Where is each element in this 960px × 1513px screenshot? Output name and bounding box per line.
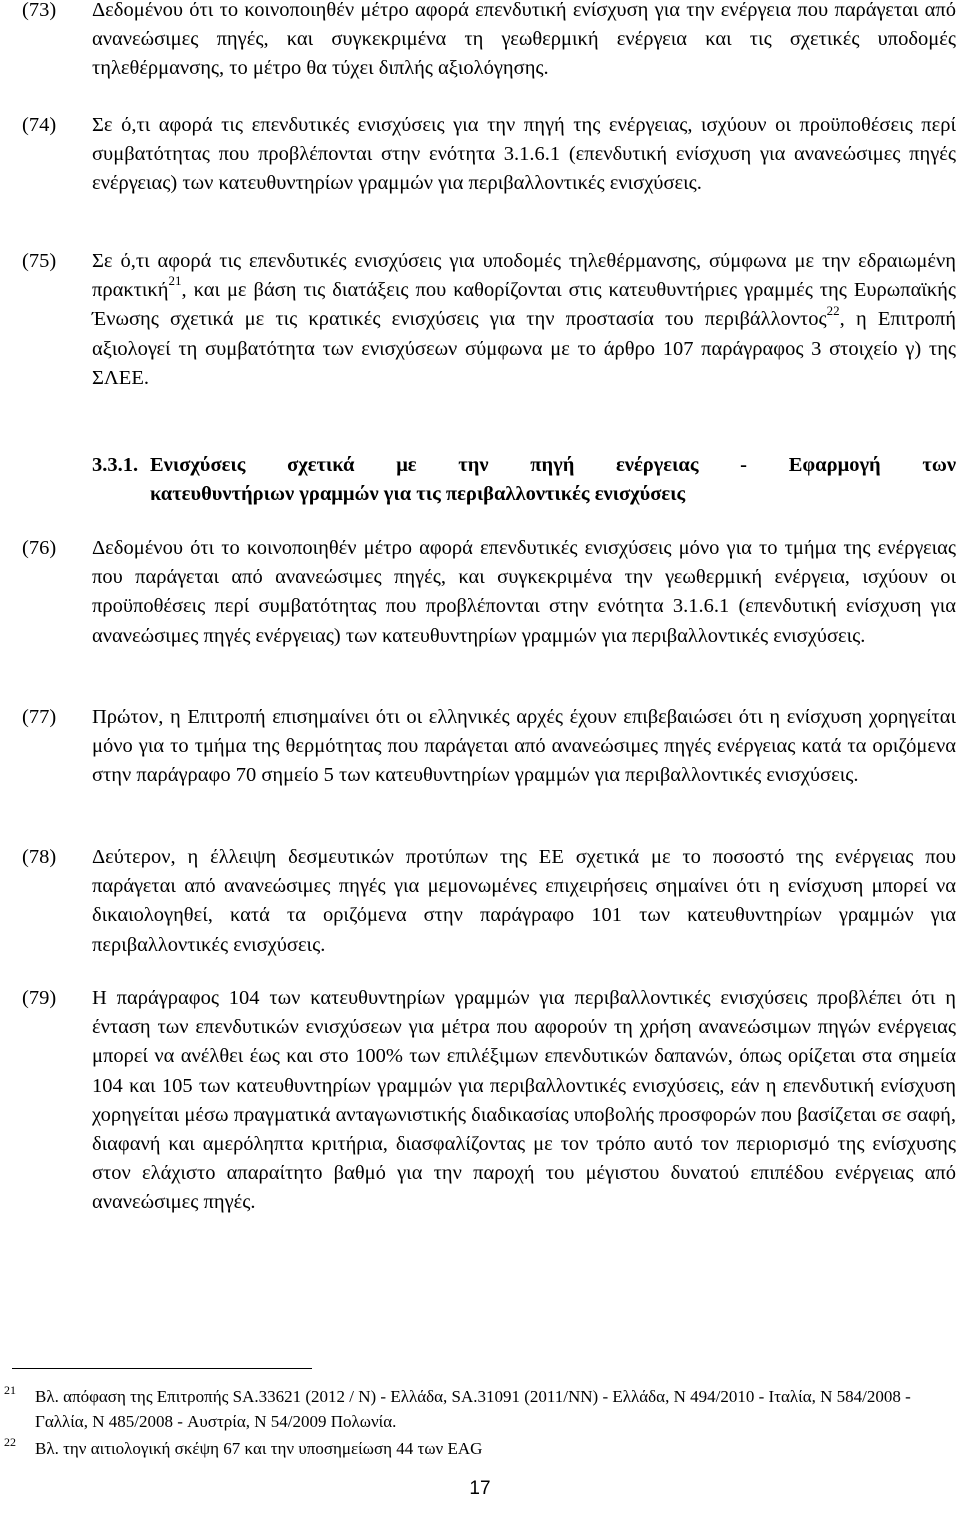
footnote-ref-21[interactable]: 21: [168, 273, 182, 289]
paragraph-74: [0, 111, 960, 199]
paragraph-number: (74): [22, 114, 57, 136]
paragraph-79: [0, 984, 960, 1218]
paragraph-text: [92, 247, 956, 393]
paragraph-number: (78): [22, 846, 57, 868]
footnote-21: [0, 1384, 960, 1434]
paragraph-number: (76): [22, 537, 57, 559]
paragraph-number: (79): [22, 987, 57, 1009]
section-title: [150, 451, 956, 509]
paragraph-number: (75): [22, 250, 57, 272]
footnote-divider: [12, 1368, 312, 1369]
section-heading: [0, 451, 960, 509]
paragraph-text: Δεδομένου ότι το κοινοποιηθέν μέτρο αφορά επενδυτικές ενισχύσεις μόνο για το τμήμα της ενέργειας που παράγεται από ανανεώσιμες πηγές, και συγκεκριμένα την γεωθερμική ενέργεια, ισχύουν οι προϋποθέσεις περί συμβατότητας που προβλέπονται στην ενότητα 3.1.6.1 (επενδυτική ενίσχυση για ανανεώσιμες πηγές ενέργειας) των κατευθυντηρίων γραμμών για περιβαλλοντικές ενισχύσεις.: [92, 537, 956, 647]
footnote-number: 21: [4, 1383, 16, 1397]
paragraph-text: Η παράγραφος 104 των κατευθυντηρίων γραμμών για περιβαλλοντικές ενισχύσεις προβλέπει ότι η ένταση των επενδυτικών ενισχύσεων για μέτρα που αφορούν τη χρήση ανανεώσιμων πηγών ενέργειας μπορεί να ανέλθει έως και στο 100% των επιλέξιμων επενδυτικών δαπανών, όπως ορίζεται στα σημεία 104 και 105 των κατευθυντηρίων γραμμών για περιβαλλοντικές ενισχύσεις, εάν η επενδυτική ενίσχυση χορηγείται μέσω πραγματικά ανταγωνιστικής διαδικασίας υποβολής προσφορών που βασίζεται σε σαφή, διαφανή και αμερόληπτα κριτήρια, διασφαλίζοντας με τον τρόπο αυτό τον περιορισμό της ενίσχυσης στον ελάχιστο απαραίτητο βαθμό για την παροχή του μέγιστου δυνατού επιπέδου ενέργειας από ανανεώσιμες πηγές.: [92, 987, 956, 1214]
paragraph-73: [0, 0, 960, 84]
paragraph-text: Πρώτον, η Επιτροπή επισημαίνει ότι οι ελληνικές αρχές έχουν επιβεβαιώσει ότι η ενίσχυση χορηγείται μόνο για το τμήμα της θερμότητας που παράγεται από ανανεώσιμες πηγές ενέργειας κατά τα οριζόμενα στην παράγραφο 70 σημείο 5 των κατευθυντηρίων γραμμών για περιβαλλοντικές ενισχύσεις.: [92, 706, 956, 787]
footnote-text: Βλ. την αιτιολογική σκέψη 67 και την υποσημείωση 44 των EAG: [35, 1439, 483, 1458]
paragraph-number: (77): [22, 706, 57, 728]
page-number: 17: [469, 1478, 491, 1499]
paragraph-text: Δεδομένου ότι το κοινοποιηθέν μέτρο αφορά επενδυτική ενίσχυση για την ενέργεια που παράγεται από ανανεώσιμες πηγές, και συγκεκριμένα τη γεωθερμική ενέργεια και τις σχετικές υποδομές τηλεθέρμανσης, το μέτρο θα τύχει διπλής αξιολόγησης.: [92, 0, 956, 80]
section-number: 3.3.1.: [92, 454, 139, 476]
footnote-number: 22: [4, 1435, 16, 1449]
footnote-text: Βλ. απόφαση της Επιτροπής SA.33621 (2012 / N) - Ελλάδα, SA.31091 (2011/NN) - Ελλάδα, N 494/2010 - Ιταλία, N 584/2008 - Γαλλία, N 485/2008 - Αυστρία, N 54/2009 Πολωνία.: [35, 1387, 911, 1431]
paragraph-text-part: Σε ό,τι αφορά τις επενδυτικές ενισχύσεις για υποδομές τηλεθέρμανσης, σύμφωνα με την εδραιωμένη πρακτική: [92, 250, 956, 302]
paragraph-text: Δεύτερον, η έλλειψη δεσμευτικών προτύπων της ΕΕ σχετικά με το ποσοστό της ενέργειας που παράγεται από ανανεώσιμες πηγές για μεμονωμένες επιχειρήσεις σημαίνει ότι η ενίσχυση μπορεί να δικαιολογηθεί, κατά τα οριζόμενα στην παράγραφο 101 των κατευθυντηρίων γραμμών για περιβαλλοντικές ενισχύσεις.: [92, 846, 956, 956]
paragraph-text: Σε ό,τι αφορά τις επενδυτικές ενισχύσεις για την πηγή της ενέργειας, ισχύουν οι προϋποθέσεις περί συμβατότητας που προβλέπονται στην ενότητα 3.1.6.1 (επενδυτική ενίσχυση για ανανεώσιμες πηγές ενέργειας) των κατευθυντηρίων γραμμών για περιβαλλοντικές ενισχύσεις.: [92, 114, 956, 195]
footnote-22: [0, 1436, 960, 1461]
paragraph-text-part: , η Επιτροπή αξιολογεί τη συμβατότητα των ενισχύσεων σύμφωνα με το άρθρο 107 παράγραφος 3 στοιχείο γ) της ΣΛΕΕ.: [92, 308, 956, 389]
section-title-line: κατευθυντήριων γραμμών για τις περιβαλλοντικές ενισχύσεις: [150, 483, 686, 506]
paragraph-77: [0, 703, 960, 791]
paragraph-75: [0, 247, 960, 393]
paragraph-76: [0, 534, 960, 651]
paragraph-78: [0, 843, 960, 960]
paragraph-text-part: , και με βάση τις διατάξεις που καθορίζονται στις κατευθυντήριες γραμμές της Ευρωπαϊκής Ένωσης σχετικά με τις κρατικές ενισχύσεις για την προστασία του περιβάλλοντος: [92, 279, 956, 331]
paragraph-number: (73): [22, 0, 57, 21]
section-title-line: Ενισχύσεις σχετικά με την πηγή ενέργειας - Εφαρμογή των: [150, 454, 956, 476]
footnote-ref-22[interactable]: 22: [826, 302, 840, 318]
